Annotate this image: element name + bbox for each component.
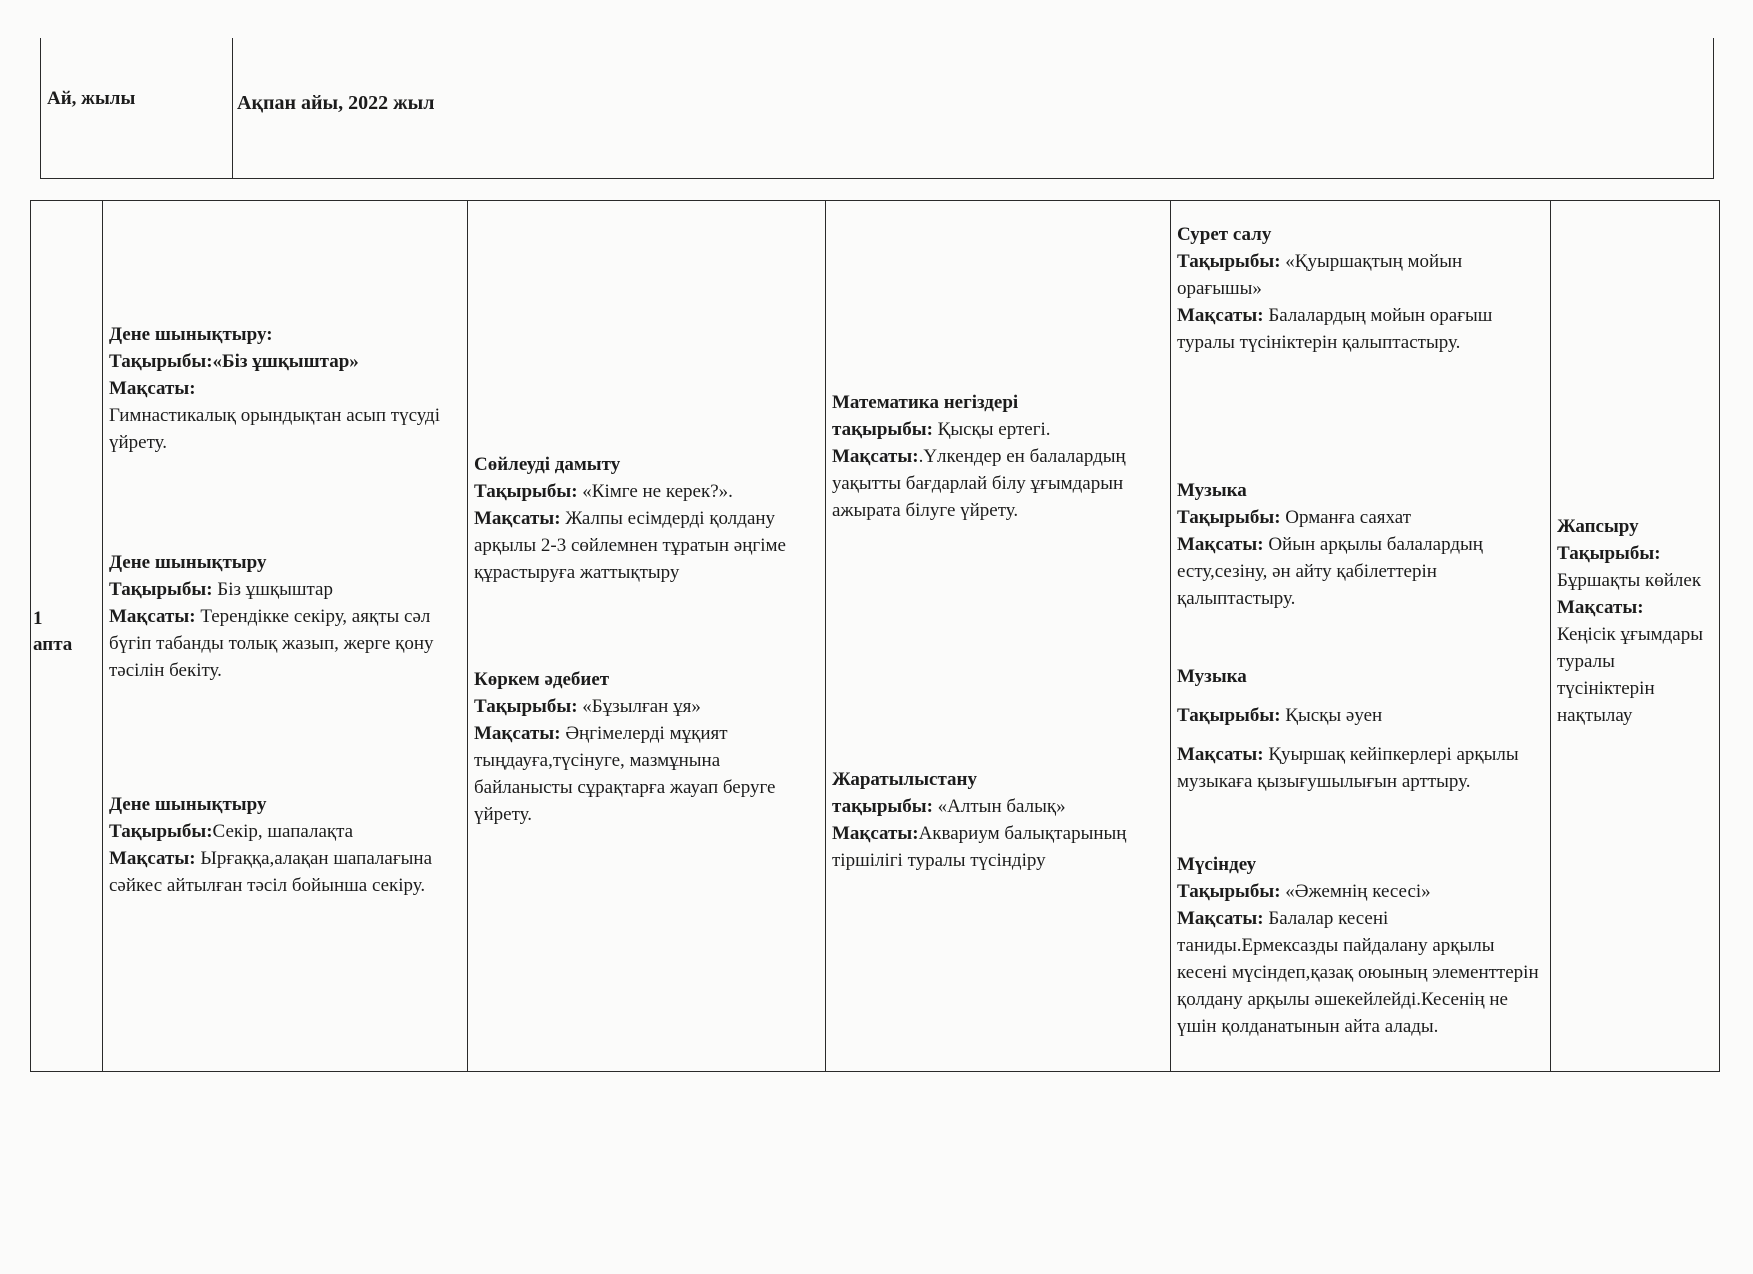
column-math-nature (826, 201, 1171, 1071)
topic-key: тақырыбы: (832, 419, 933, 440)
goal-key: Мақсаты: (1557, 597, 1644, 618)
topic-key: Тақырыбы: (109, 821, 213, 842)
schedule-table (30, 200, 1720, 1072)
lesson-title: Көркем әдебиет (474, 669, 610, 690)
goal-value: Ойын арқылы балалардың есту,сезіну, ән айту қабілеттерін қалыптастыру. (1177, 534, 1483, 609)
goal-value: Жалпы есімдерді қолдану арқылы 2-3 сөйлемнен тұратын әңгіме құрастыруға жаттықтыру (474, 508, 786, 583)
goal-key: Мақсаты: (474, 508, 561, 529)
topic-key: Тақырыбы: (1177, 251, 1281, 272)
week-label: 1 апта (33, 608, 73, 655)
goal-key: Мақсаты: (1177, 305, 1264, 326)
month-year-value: Ақпан айы, 2022 жыл (237, 92, 435, 114)
topic-value: «Бұзылған ұя» (582, 696, 701, 717)
lesson-title: Дене шынықтыру (109, 794, 267, 815)
topic-key: Тақырыбы: (1177, 507, 1281, 528)
header-table (40, 38, 1714, 179)
goal-value: Кеңісік ұғымдары туралы түсініктерін нақтылау (1557, 624, 1703, 726)
goal-key: Мақсаты: (832, 823, 919, 844)
topic-value: «Қуыршақтың мойын орағышы» (1177, 251, 1463, 299)
lesson-block (1177, 663, 1542, 795)
lesson-title: Музыка (1177, 480, 1247, 501)
goal-key: Мақсаты: (109, 848, 196, 869)
lesson-title: Математика негіздері (832, 392, 1019, 413)
goal-value: Терендікке секіру, аяқты сәл бүгіп табанды толық жазып, жерге қону тәсілін бекіту. (109, 606, 434, 681)
lesson-block (474, 451, 817, 586)
lesson-title: Музыка (1177, 666, 1247, 687)
goal-key: Мақсаты: (832, 446, 919, 467)
goal-value: Балалардың мойын орағыш туралы түсініктерін қалыптастыру. (1177, 305, 1493, 353)
topic-value: «Кімге не керек?». (582, 481, 733, 502)
topic-key: Тақырыбы: (474, 481, 578, 502)
goal-value: Қуыршақ кейіпкерлері арқылы музыкаға қызығушылығын арттыру. (1177, 744, 1519, 792)
topic-value: «Біз ұшқыштар» (212, 351, 359, 372)
goal-value: .Үлкендер ен балалардың уақытты бағдарлай білу ұғымдарын ажырата білуге үйрету. (832, 446, 1126, 521)
topic-key: Тақырыбы: (474, 696, 578, 717)
goal-key: Мақсаты: (1177, 534, 1264, 555)
goal-value: Ырғаққа,алақан шапалағына сәйкес айтылған тәсіл бойынша секіру. (109, 848, 433, 896)
lesson-block (474, 666, 817, 828)
lesson-block (1177, 221, 1542, 356)
goal-key: Мақсаты: (1177, 908, 1264, 929)
goal-key: Мақсаты: (1177, 744, 1264, 765)
lesson-block (832, 389, 1162, 524)
lesson-title: Дене шынықтыру (109, 552, 267, 573)
topic-value: Орманға саяхат (1285, 507, 1412, 528)
lesson-title: Мүсіндеу (1177, 854, 1257, 875)
lesson-title: Жаратылыстану (832, 769, 977, 790)
topic-value: Қысқы ертегі. (937, 419, 1051, 440)
lesson-block (832, 766, 1162, 874)
topic-value: Біз ұшқыштар (217, 579, 333, 600)
lesson-block (1177, 851, 1542, 1040)
lesson-block (1557, 513, 1711, 729)
lesson-title: Дене шынықтыру: (109, 324, 273, 345)
topic-key: Тақырыбы: (1557, 543, 1661, 564)
goal-key: Мақсаты: (109, 606, 196, 627)
lesson-block (109, 791, 459, 899)
column-applique (1551, 201, 1719, 1071)
topic-key: тақырыбы: (832, 796, 933, 817)
goal-value: Әңгімелерді мұқият тыңдауға,түсінуге, мазмұнына байланысты сұрақтарға жауап беруге үйрету. (474, 723, 776, 825)
lesson-block (1177, 477, 1542, 612)
goal-value: Балалар кесені таниды.Ермексазды пайдалану арқылы кесені мүсіндеп,қазақ оюының элементтерін қолдану арқылы әшекейлейді.Кесенің не үшін қолданатынын айта алады. (1177, 908, 1539, 1037)
week-column (31, 201, 103, 1071)
column-physical-education (103, 201, 468, 1071)
column-speech-literature (468, 201, 826, 1071)
topic-value: «Алтын балық» (937, 796, 1066, 817)
topic-value: Секір, шапалақта (212, 821, 354, 842)
topic-key: Тақырыбы: (1177, 881, 1281, 902)
column-art-music (1171, 201, 1551, 1071)
goal-key: Мақсаты: (109, 378, 196, 399)
topic-value: «Әжемнің кесесі» (1285, 881, 1431, 902)
topic-value: Қысқы әуен (1285, 705, 1383, 726)
topic-value: Бұршақты көйлек (1557, 570, 1702, 591)
lesson-block (109, 321, 459, 456)
lesson-title: Сөйлеуді дамыту (474, 454, 621, 475)
topic-key: Тақырыбы: (1177, 705, 1281, 726)
lesson-title: Жапсыру (1557, 516, 1639, 537)
lesson-title: Сурет салу (1177, 224, 1272, 245)
goal-key: Мақсаты: (474, 723, 561, 744)
topic-key: Тақырыбы: (109, 579, 213, 600)
topic-key: Тақырыбы: (109, 351, 213, 372)
goal-value: Аквариум балықтарының тіршілігі туралы түсіндіру (832, 823, 1127, 871)
lesson-block (109, 549, 459, 684)
month-year-label: Ай, жылы (41, 38, 233, 178)
goal-value: Гимнастикалық орындықтан асып түсуді үйрету. (109, 405, 440, 453)
